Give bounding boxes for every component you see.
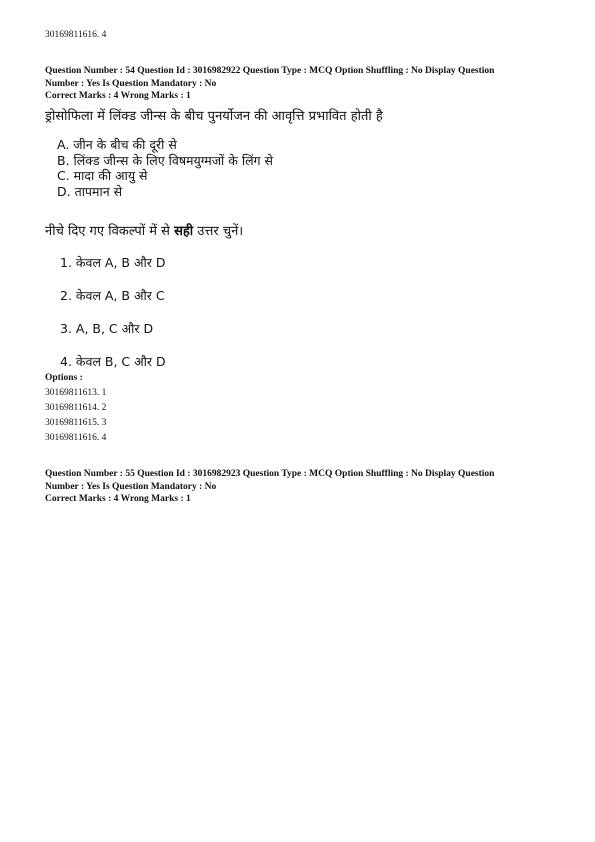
options-label: Options : <box>45 373 83 383</box>
instruction-bold: सही <box>174 224 194 239</box>
option-id-list <box>45 386 106 446</box>
meta-line: Correct Marks : 4 Wrong Marks : 1 <box>45 91 191 101</box>
question-55-meta <box>45 468 565 506</box>
meta-line: Correct Marks : 4 Wrong Marks : 1 <box>45 494 191 504</box>
meta-line: Number : Yes Is Question Mandatory : No <box>45 481 217 492</box>
statement-item: D. तापमान से <box>57 183 123 199</box>
choice-3: 3. A, B, C और D <box>60 321 154 336</box>
statement-list <box>57 137 273 199</box>
instruction-text <box>45 221 243 239</box>
header-answer-id: 30169811616. 4 <box>45 30 107 40</box>
question-text: ड्रोसोफिला में लिंक्ड जीन्स के बीच पुनर्योजन की आवृत्ति प्रभावित होती है <box>45 109 383 124</box>
choice-4: 4. केवल B, C और D <box>60 354 166 369</box>
instruction-suffix: उत्तर चुनें। <box>193 224 244 239</box>
choice-2: 2. केवल A, B और C <box>60 288 165 303</box>
question-54-meta <box>45 65 565 103</box>
statement-item: A. जीन के बीच की दूरी से <box>57 137 177 152</box>
option-id: 30169811615. 3 <box>45 418 107 428</box>
option-id: 30169811613. 1 <box>45 388 107 398</box>
instruction-prefix: नीचे दिए गए विकल्पों में से <box>45 224 175 239</box>
statement-item: B. लिंक्ड जीन्स के लिए विषमयुग्मजों के लिंग से <box>57 152 273 168</box>
meta-line: Question Number : 54 Question Id : 3016982922 Question Type : MCQ Option Shuffling : No Display Question <box>45 66 495 76</box>
meta-line: Question Number : 55 Question Id : 3016982923 Question Type : MCQ Option Shuffling : No Display Question <box>45 469 495 479</box>
option-id: 30169811616. 4 <box>45 433 107 443</box>
choice-1: 1. केवल A, B और D <box>60 255 166 270</box>
statement-item: C. मादा की आयु से <box>57 168 148 183</box>
meta-line: Number : Yes Is Question Mandatory : No <box>45 78 217 89</box>
option-id: 30169811614. 2 <box>45 403 107 413</box>
